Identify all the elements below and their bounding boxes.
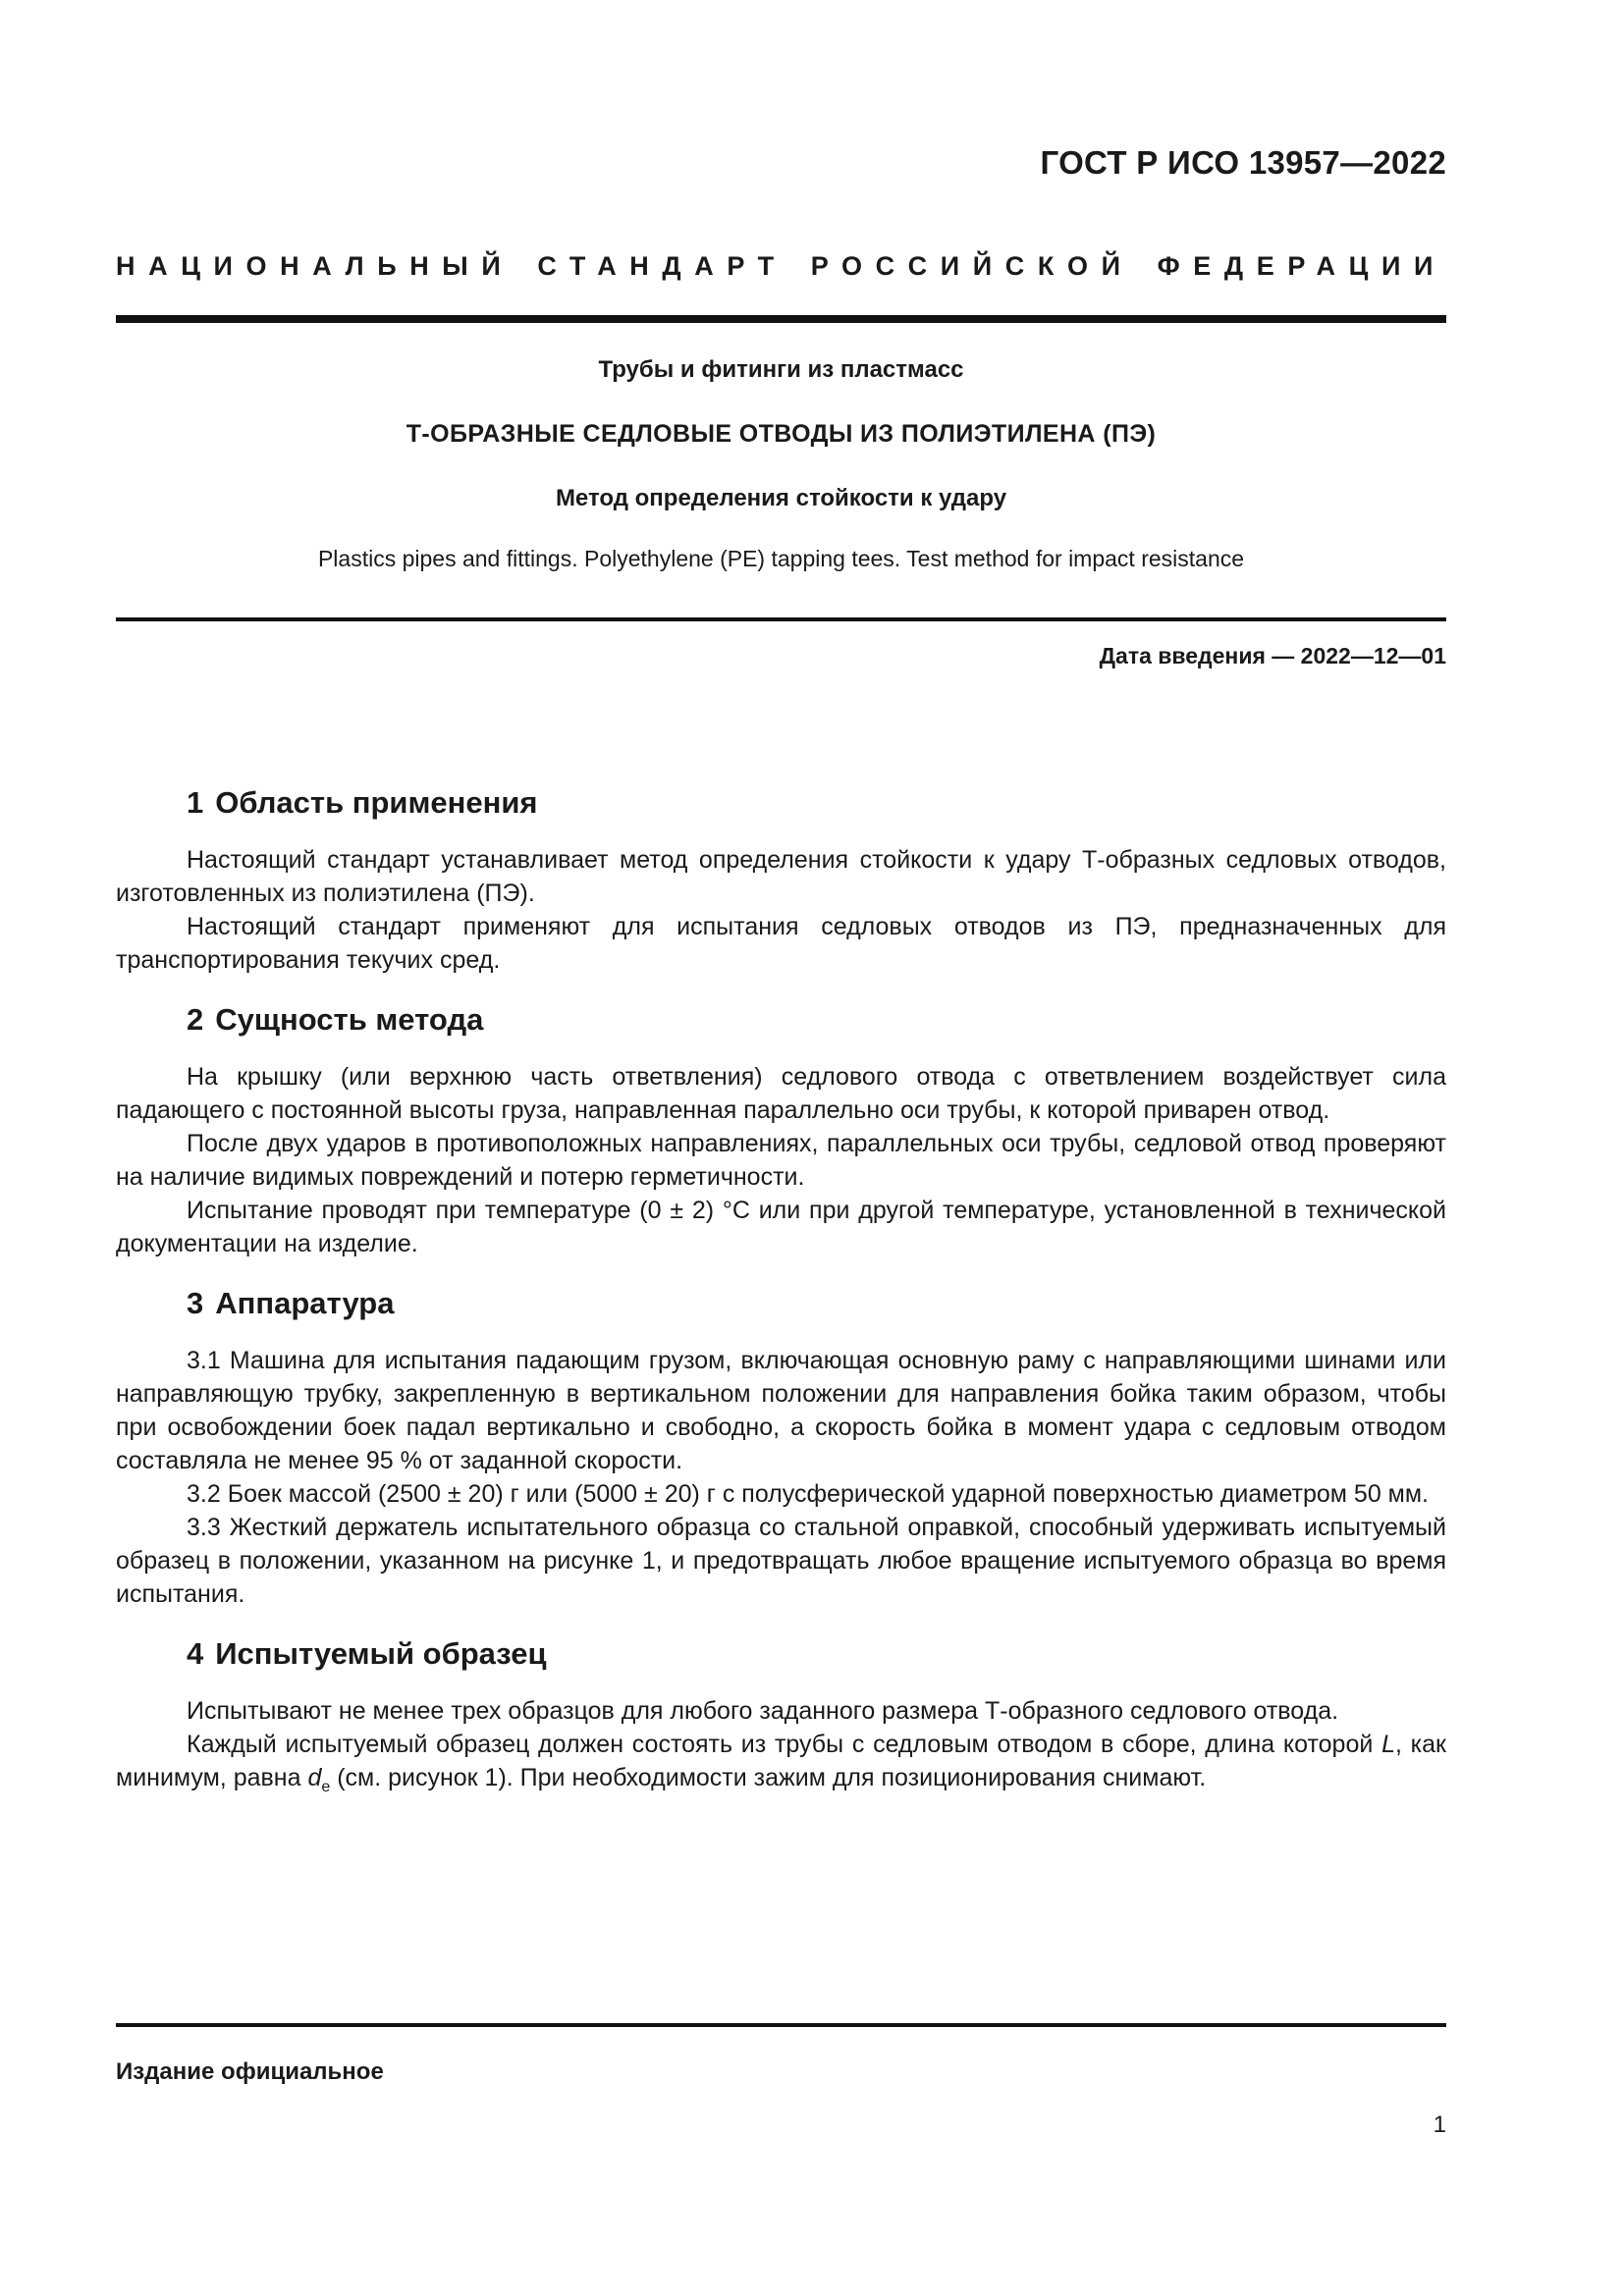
- official-edition-label: Издание официальное: [116, 2058, 384, 2085]
- section-heading: [187, 998, 1446, 1041]
- section-test-specimen: [116, 1632, 1446, 1804]
- paragraph: Настоящий стандарт применяют для испытания седловых отводов из ПЭ, предназначенных для транспортирования текучих сред.: [116, 913, 1446, 974]
- symbol-subscript: e: [321, 1779, 331, 1795]
- document-group-title: Трубы и фитинги из пластмасс: [598, 356, 964, 383]
- national-standard-banner: НАЦИОНАЛЬНЫЙ СТАНДАРТ РОССИЙСКОЙ ФЕДЕРАЦИИ: [116, 251, 1446, 281]
- symbol-length: L: [1381, 1731, 1395, 1758]
- document-subtitle: Метод определения стойкости к удару: [555, 485, 1007, 511]
- paragraph: 3.3 Жесткий держатель испытательного образца со стальной оправкой, способный удерживать испытуемый образец в положении, указанном на рисунке 1, и предотвращать любое вращение испытуемого образца во время испытания.: [116, 1514, 1446, 1608]
- section-scope: [116, 781, 1446, 977]
- section-number: 3: [187, 1286, 204, 1320]
- header-divider: [116, 315, 1446, 323]
- footer-divider: [116, 2023, 1446, 2027]
- section-heading: [187, 1282, 1446, 1325]
- paragraph: После двух ударов в противоположных направлениях, параллельных оси трубы, седловой отвод проверяют на наличие видимых повреждений и потерю герметичности.: [116, 1130, 1446, 1191]
- symbol-diameter: [307, 1764, 331, 1795]
- paragraph: 3.2 Боек массой (2500 ± 20) г или (5000 ± 20) г с полусферической ударной поверхностью диаметром 50 мм.: [187, 1480, 1430, 1508]
- standard-designation: ГОСТ Р ИСО 13957—2022: [1040, 144, 1446, 181]
- text-run: (см. рисунок 1). При необходимости зажим для позиционирования снимают.: [330, 1764, 1207, 1791]
- document-body: [116, 781, 1446, 1826]
- page-number: 1: [1433, 2111, 1446, 2138]
- section-number: 1: [187, 785, 204, 820]
- paragraph: 3.1 Машина для испытания падающим грузом, включающая основную раму с направляющими шинами или направляющую трубку, закрепленную в вертикальном положении для направления бойка таким образом, чтобы при освобождении боек падал вертикально и свободно, а скорость бойка в момент удара с седловым отводом составляла не менее 95 % от заданной скорости.: [116, 1347, 1446, 1474]
- section-title: Область применения: [215, 785, 538, 820]
- section-title: Испытуемый образец: [215, 1636, 547, 1671]
- section-heading: [187, 1632, 1446, 1676]
- section-number: 4: [187, 1636, 204, 1671]
- paragraph: Испытывают не менее трех образцов для любого заданного размера Т-образного седлового отвода.: [187, 1697, 1339, 1725]
- introduction-date: Дата введения — 2022—12—01: [1099, 643, 1446, 668]
- paragraph: Испытание проводят при температуре (0 ± 2) °С или при другой температуре, установленной в технической документации на изделие.: [116, 1197, 1446, 1257]
- section-number: 2: [187, 1002, 204, 1037]
- section-principle: [116, 998, 1446, 1260]
- section-apparatus: [116, 1282, 1446, 1611]
- text-run: Каждый испытуемый образец должен состоять из трубы с седловым отводом в сборе, длина которой: [187, 1731, 1382, 1758]
- text-run: , как минимум, равна: [116, 1731, 1446, 1791]
- english-title: Plastics pipes and fittings. Polyethylene (PE) tapping tees. Test method for impact resistance: [317, 546, 1245, 571]
- document-main-title: Т-ОБРАЗНЫЕ СЕДЛОВЫЕ ОТВОДЫ ИЗ ПОЛИЭТИЛЕНА (ПЭ): [406, 420, 1157, 448]
- symbol-d: d: [307, 1764, 322, 1791]
- paragraph: На крышку (или верхнюю часть ответвления) седлового отвода с ответвлением воздействует сила падающего с постоянной высоты груза, направленная параллельно оси трубы, к которой приварен отвод.: [116, 1063, 1446, 1124]
- title-divider: [116, 617, 1446, 621]
- section-title: Аппаратура: [215, 1286, 395, 1320]
- section-title: Сущность метода: [215, 1002, 484, 1037]
- paragraph: [116, 1728, 1446, 1804]
- paragraph: Настоящий стандарт устанавливает метод определения стойкости к удару Т-образных седловых отводов, изготовленных из полиэтилена (ПЭ).: [116, 846, 1446, 907]
- section-heading: [187, 781, 1446, 825]
